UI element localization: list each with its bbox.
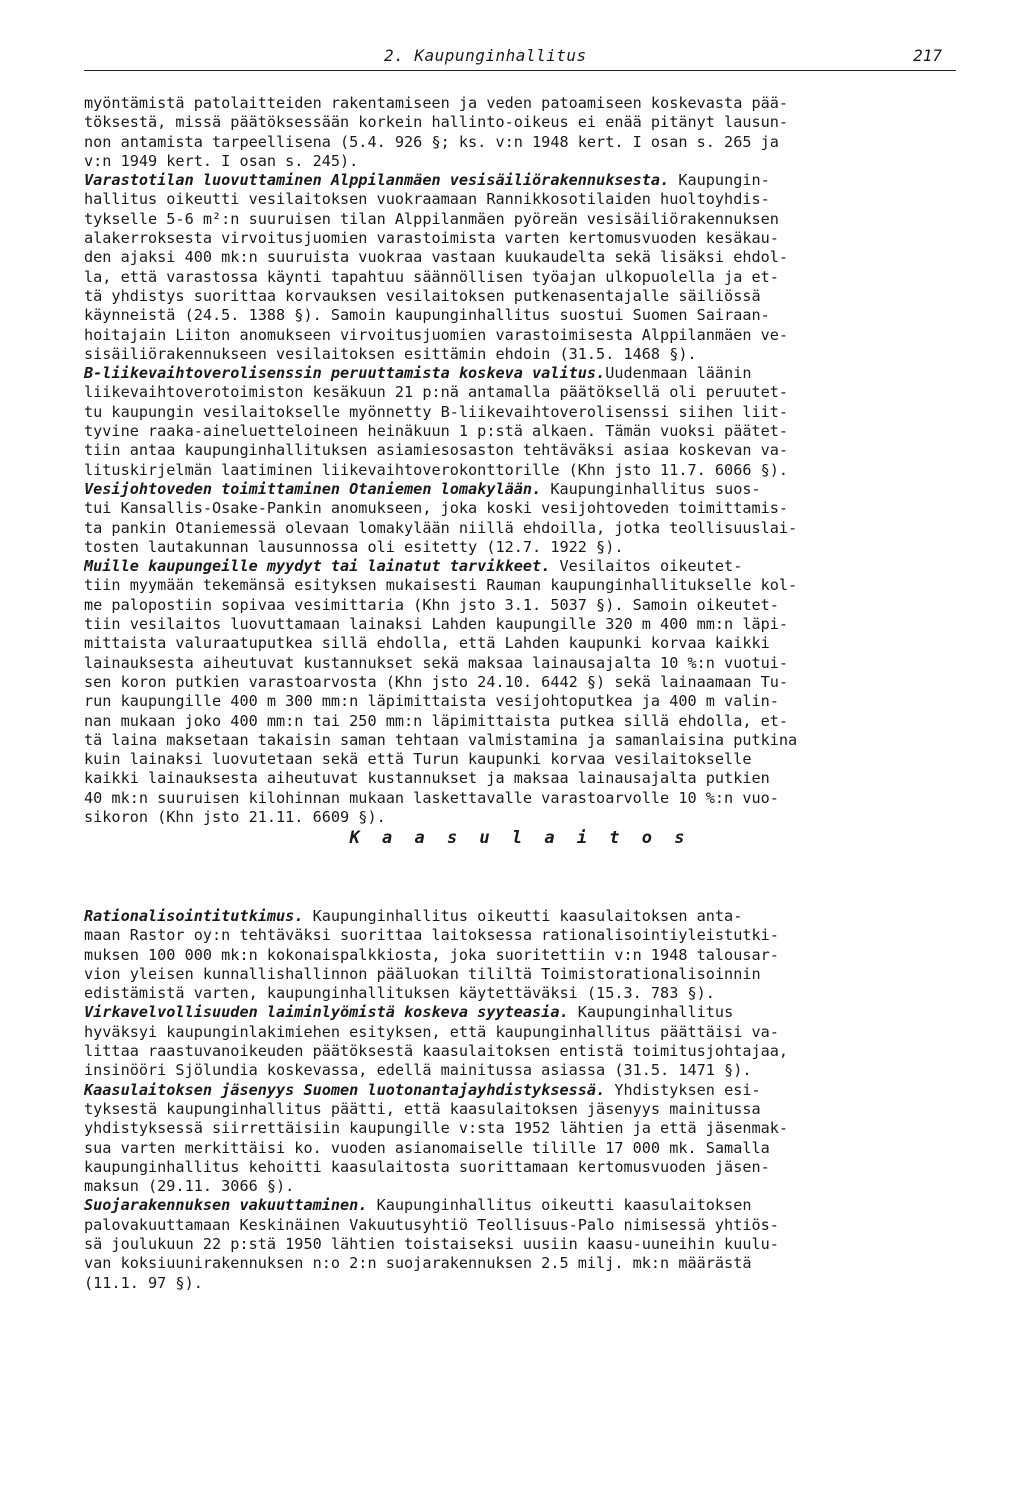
section-vesilaitos-text bbox=[84, 94, 956, 827]
text-line: palovakuuttamaan Keskinäinen Vakuutusyhtiö Teollisuus-Palo nimisessä yhtiös- bbox=[84, 1215, 779, 1234]
text-line: edistämistä varten, kaupunginhallituksen käytettäväksi (15.3. 783 §). bbox=[84, 984, 715, 1003]
text-line: tä yhdistys suorittaa korvauksen vesilaitoksen putkenasentajalle säiliössä bbox=[84, 286, 761, 305]
text-line: sä joulukuun 22 p:stä 1950 lähtien toistaiseksi uusiin kaasu-uuneihin kuulu- bbox=[84, 1235, 779, 1254]
section-heading-kaasulaitos: K a a s u l a i t o s bbox=[349, 828, 691, 848]
text-line: sen koron putkien varastoarvosta (Khn jsto 24.10. 6442 §) sekä lainaamaan Tu- bbox=[84, 672, 789, 691]
paragraph-text: Kaupunginhallitus suos- bbox=[541, 479, 761, 498]
text-line: yhdistyksessä siirrettäisiin kaupungille v:sta 1952 lähtien ja että jäsenmak- bbox=[84, 1119, 789, 1138]
text-line: mittaista valuraatuputkea sillä ehdolla, että Lahden kaupunki korvaa kaikki bbox=[84, 634, 770, 653]
text-line: tiin myymään tekemänsä esityksen mukaisesti Rauman kaupunginhallitukselle kol- bbox=[84, 576, 798, 595]
text-line: muksen 100 000 mk:n kokonaispalkkiosta, joka suoritettiin v:n 1948 talousar- bbox=[84, 945, 779, 964]
text-line: alakerroksesta virvoitusjuomien varastoimista varten kertomusvuoden kesäkau- bbox=[84, 229, 779, 248]
document-page bbox=[84, 44, 956, 1292]
text-line: den ajaksi 400 mk:n suuruista vuokraa vastaan kuukaudelta sekä lisäksi ehdol- bbox=[84, 248, 789, 267]
text-line: v:n 1949 kert. I osan s. 245). bbox=[84, 151, 359, 170]
text-line: kaupunginhallitus kehoitti kaasulaitosta suorittamaan kertomusvuoden jäsen- bbox=[84, 1157, 770, 1176]
text-line: hyväksyi kaupunginlakimiehen esityksen, että kaupunginhallitus päättäisi va- bbox=[84, 1022, 779, 1041]
text-line: sikoron (Khn jsto 21.11. 6609 §). bbox=[84, 807, 386, 826]
text-line: myöntämistä patolaitteiden rakentamiseen ja veden patoamiseen koskevasta pää- bbox=[84, 94, 789, 112]
text-line: lainauksesta aiheutuvat kustannukset sekä maksaa lainausajalta 10 %:n vuotui- bbox=[84, 653, 789, 672]
paragraph-heading: Vesijohtoveden toimittaminen Otaniemen lomakylään. bbox=[84, 479, 542, 498]
paragraph-heading: Muille kaupungeille myydyt tai lainatut tarvikkeet. bbox=[84, 557, 551, 576]
text-line: vion yleisen kunnallishallinnon pääluokan tililtä Toimistorationalisoinnin bbox=[84, 964, 761, 983]
paragraph-text: Kaupunginhallitus bbox=[568, 1003, 734, 1022]
section-kaasulaitos-text bbox=[84, 907, 956, 1293]
paragraph-text: Vesilaitos oikeutet- bbox=[550, 557, 743, 576]
paragraph-heading: Varastotilan luovuttaminen Alppilanmäen vesisäiliörakennuksesta. bbox=[84, 171, 670, 190]
text-line: lituskirjelmän laatiminen liikevaihtoverokonttorille (Khn jsto 11.7. 6066 §). bbox=[84, 460, 789, 479]
text-line bbox=[84, 364, 956, 383]
text-line: van koksiuunirakennuksen n:o 2:n suojarakennuksen 2.5 milj. mk:n määrästä bbox=[84, 1254, 752, 1273]
paragraph-heading: Kaasulaitoksen jäsenyys Suomen luotonantajayhdistyksessä. bbox=[84, 1080, 606, 1099]
text-line: käynneistä (24.5. 1388 §). Samoin kaupunginhallitus suostui Suomen Sairaan- bbox=[84, 306, 770, 325]
text-line: non antamista tarpeellisena (5.4. 926 §; ks. v:n 1948 kert. I osan s. 265 ja bbox=[84, 132, 779, 151]
text-line: tä laina maksetaan takaisin saman tehtaan valmistamina ja samanlaisina putkina bbox=[84, 730, 798, 749]
text-line: la, että varastossa käynti tapahtuu säännöllisen työajan ulkopuolella ja et- bbox=[84, 267, 779, 286]
text-line: tiin vesilaitos luovuttamaan lainaksi Lahden kaupungille 320 m 400 mm:n läpi- bbox=[84, 615, 789, 634]
text-line: tyksestä kaupunginhallitus päätti, että kaasulaitoksen jäsenyys mainitussa bbox=[84, 1099, 761, 1118]
paragraph-heading: Rationalisointitutkimus. bbox=[84, 907, 304, 925]
paragraph-text: Kaupunginhallitus oikeutti kaasulaitoksen anta- bbox=[303, 907, 743, 925]
text-line bbox=[84, 907, 956, 926]
text-line: liikevaihtoverotoimiston kesäkuun 21 p:nä antamalla päätöksellä oli peruutet- bbox=[84, 383, 789, 402]
paragraph-text: Kaupungin- bbox=[669, 171, 770, 190]
page-header bbox=[84, 44, 956, 71]
text-line bbox=[84, 1196, 956, 1215]
text-line: ta pankin Otaniemessä olevaan lomakylään niillä ehdoilla, jotka teollisuuslai- bbox=[84, 518, 798, 537]
text-line: nan mukaan joko 400 mm:n tai 250 mm:n läpimittaista putkea sillä ehdolla, et- bbox=[84, 711, 789, 730]
text-line: hallitus oikeutti vesilaitoksen vuokraamaan Rannikkosotilaiden huoltoyhdis- bbox=[84, 190, 770, 209]
text-line: tosten lautakunnan lausunnossa oli esitetty (12.7. 1922 §). bbox=[84, 537, 624, 556]
text-line: tu kaupungin vesilaitokselle myönnetty B-liikevaihtoverolisenssi siihen liit- bbox=[84, 402, 789, 421]
text-line: tykselle 5-6 m²:n suuruisen tilan Alppilanmäen pyöreän vesisäiliörakennuksen bbox=[84, 209, 779, 228]
text-line bbox=[84, 557, 956, 576]
text-line: sua varten merkittäisi ko. vuoden asianomaiselle tilille 17 000 mk. Samalla bbox=[84, 1138, 770, 1157]
text-line: maksun (29.11. 3066 §). bbox=[84, 1177, 295, 1196]
paragraph-text: Kaupunginhallitus oikeutti kaasulaitoksen bbox=[367, 1196, 752, 1215]
text-line: hoitajain Liiton anomukseen virvoitusjuomien varastoimisesta Alppilanmäen ve- bbox=[84, 325, 789, 344]
page-number: 217 bbox=[913, 46, 942, 65]
paragraph-text: Uudenmaan läänin bbox=[605, 364, 752, 383]
paragraph-text: Yhdistyksen esi- bbox=[605, 1080, 761, 1099]
running-title: 2. Kaupunginhallitus bbox=[384, 46, 587, 65]
text-line: maan Rastor oy:n tehtäväksi suorittaa laitoksessa rationalisointiyleistutki- bbox=[84, 926, 779, 945]
text-line bbox=[84, 171, 956, 190]
text-line: run kaupungille 400 m 300 mm:n läpimittaista vesijohtoputkea ja 400 m valin- bbox=[84, 692, 779, 711]
text-line bbox=[84, 480, 956, 499]
text-line: kuin lainaksi luovutetaan sekä että Turun kaupunki korvaa vesilaitokselle bbox=[84, 750, 752, 769]
text-line: tui Kansallis-Osake-Pankin anomukseen, joka koski vesijohtoveden toimittamis- bbox=[84, 499, 789, 518]
text-line: (11.1. 97 §). bbox=[84, 1273, 203, 1292]
text-line: sisäiliörakennukseen vesilaitoksen esittämin ehdoin (31.5. 1468 §). bbox=[84, 344, 697, 363]
text-line: tyvine raaka-aineluetteloineen heinäkuun 1 p:stä alkaen. Tämän vuoksi päätet- bbox=[84, 422, 789, 441]
text-line bbox=[84, 1081, 956, 1100]
text-line: me palopostiin sopivaa vesimittaria (Khn jsto 3.1. 5037 §). Samoin oikeutet- bbox=[84, 595, 779, 614]
text-line: kaikki lainauksesta aiheutuvat kustannukset ja maksaa lainausajalta putkien bbox=[84, 769, 770, 788]
text-line: littaa raastuvanoikeuden päätöksestä kaasulaitoksen entistä toimitusjohtajaa, bbox=[84, 1042, 789, 1061]
paragraph-heading: Suojarakennuksen vakuuttaminen. bbox=[84, 1196, 368, 1215]
text-line: 40 mk:n suuruisen kilohinnan mukaan laskettavalle varastoarvolle 10 %:n vuo- bbox=[84, 788, 779, 807]
text-line: tiin antaa kaupunginhallituksen asiamiesosaston tehtäväksi asiaa koskevan va- bbox=[84, 441, 789, 460]
paragraph-heading: Virkavelvollisuuden laiminlyömistä koskeva syyteasia. bbox=[84, 1003, 569, 1022]
text-line: insinööri Sjölundia koskevassa, edellä mainitussa asiassa (31.5. 1471 §). bbox=[84, 1061, 752, 1080]
text-line bbox=[84, 1003, 956, 1022]
text-line: töksestä, missä päätöksessään korkein hallinto-oikeus ei enää pitänyt lausun- bbox=[84, 113, 789, 132]
paragraph-heading: B-liikevaihtoverolisenssin peruuttamista koskeva valitus. bbox=[84, 364, 606, 383]
